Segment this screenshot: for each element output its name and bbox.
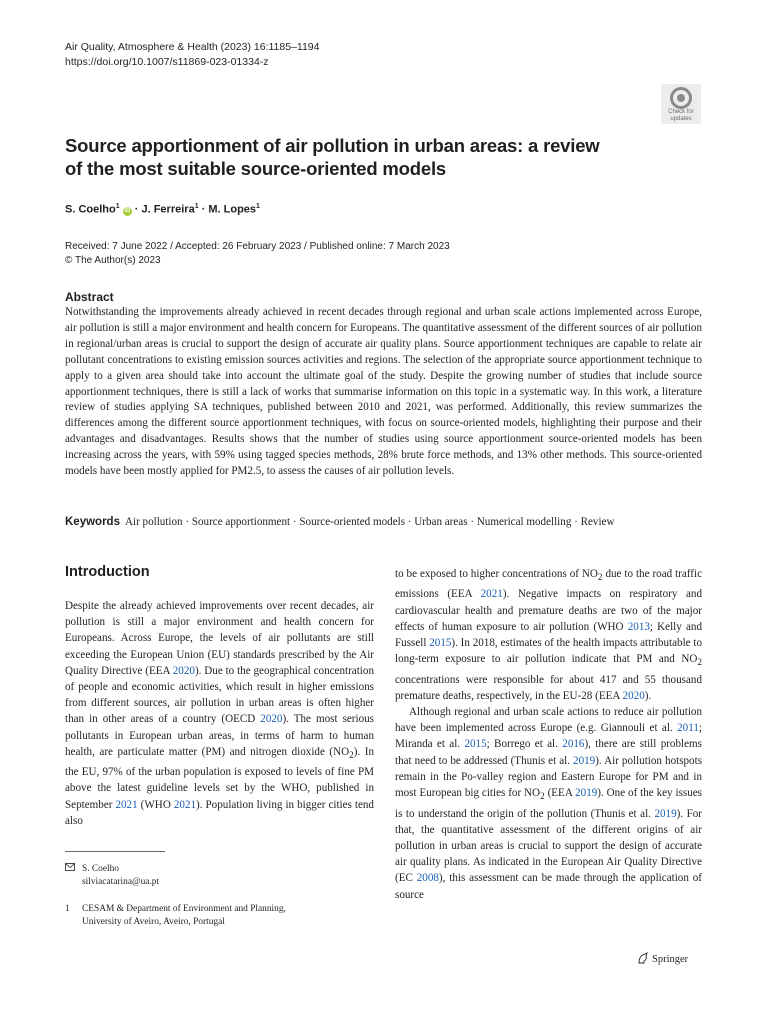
publisher-name: Springer [652, 954, 689, 965]
citation-link[interactable]: 2019 [575, 787, 598, 800]
keywords [65, 516, 705, 528]
body-text: ). In the EU, 97% of the urban population is exposed to levels of fine PM above the latest guideline levels set by the WHO, published in September [65, 745, 374, 811]
corresponding-author [65, 863, 365, 889]
body-text: ). Air pollution hotspots remain in the Po-valley region and Eastern Europe for PM and in most European big cities for NO [395, 754, 703, 800]
citation-link[interactable]: 2016 [562, 738, 585, 751]
subscript: 2 [697, 658, 702, 669]
body-column-left [65, 598, 374, 829]
citation-link[interactable]: 2015 [429, 637, 452, 650]
body-text: ). One of the key issues is to understand the origin of the pollution (Thunis et al. [395, 787, 702, 820]
body-text: ). In 2018, estimates of the health impacts attributable to long-term exposure to air pollution indicate that PM and NO [395, 637, 702, 666]
body-text: ). Negative impacts on respiratory and cardiovascular health and premature deaths are two of the major effects of human exposure to air pollution (WHO [395, 588, 702, 633]
affiliation-line: CESAM & Department of Environment and Planning, [82, 904, 286, 914]
section-heading: Introduction [65, 564, 150, 580]
affiliation-mark: 1 [256, 203, 260, 210]
citation-link[interactable]: 2019 [654, 807, 677, 820]
date-history: Received: 7 June 2022 / Accepted: 26 February 2023 / Published online: 7 March 2023 [65, 241, 450, 252]
article-title [65, 134, 665, 180]
citation-link[interactable]: 2020 [172, 664, 195, 677]
body-text: ). For that, the quantitative assessment of the different origins of air pollution in urban areas is crucial to support the design of accurate air quality plans. As indicated in the European Air Quality Directive (EC [395, 807, 703, 885]
citation-link[interactable]: 2021 [173, 798, 197, 811]
subscript: 2 [349, 751, 354, 762]
citation-link[interactable]: 2011 [677, 722, 699, 735]
affiliation-number: 1 [65, 904, 70, 914]
body-text: ). Population living in bigger cities tend also [65, 798, 374, 827]
corresponding-name: S. Coelho [82, 864, 119, 874]
author-name[interactable]: S. Coelho [65, 203, 116, 216]
body-text: ), there are still problems that need to be addressed (Thunis et al. [395, 738, 702, 767]
title-line2: of the most suitable source-oriented models [65, 158, 446, 179]
paragraph [395, 704, 702, 903]
subscript: 2 [540, 792, 545, 803]
check-for-updates-badge[interactable] [661, 84, 701, 124]
title-line1: Source apportionment of air pollution in urban areas: a review [65, 135, 600, 156]
affiliation-line: University of Aveiro, Aveiro, Portugal [82, 917, 225, 927]
paragraph [395, 566, 702, 704]
body-text: Despite the already achieved improvements over recent decades, air pollution is still a major environment and health concern for Europeans. Across Europe, the levels of air pollutants are still exceeding the European Union (EU) standards prescribed by the Air Quality Directive (EEA [65, 600, 374, 677]
body-text: ), this assessment can be made through the application of source [395, 872, 702, 901]
citation-link[interactable]: 2020 [260, 713, 283, 726]
keywords-label: Keywords [65, 516, 120, 528]
publication-dates [65, 240, 450, 268]
body-text: Although regional and urban scale actions to reduce air pollution have been implemented across Europe (e.g. Giannouli et al. [395, 706, 702, 735]
affiliation [65, 903, 365, 929]
badge-line2: updates [670, 116, 692, 122]
body-text: (WHO [137, 798, 174, 811]
author-list: S. Coelho$^1$ iD · J. Ferreira$^1$ · M. Lopes$^1$ [65, 203, 260, 216]
publisher-logo [637, 952, 688, 965]
citation-link[interactable]: 2015 [464, 738, 487, 751]
journal-header [65, 40, 320, 70]
citation-link[interactable]: 2020 [622, 689, 645, 702]
orcid-icon[interactable]: iD [124, 207, 131, 214]
abstract-text: Notwithstanding the improvements already achieved in recent decades through regional and urban scale actions implemented across Europe, air pollution is still a major environment and health concern for Europeans. The quantitative assessment of the different sources of air pollution in regional/urban areas is crucial to support the design of accurate air quality plans. Source apportionment techniques are capable to relate air pollutant concentrations to existing emission sources activities and regions. The selection of the appropriate source apportionment technique to apply to a given area should take into account the ultimate goal of the study. Despite the growing number of studies that include source apportionment techniques, there is still a lack of works that summarise information on this topic in a systematic way. In this work, a literature review of studies applying SA techniques, published between 2010 and 2021, was performed. Additionally, this review summarizes the differences among the different source apportionment techniques, with focus on source-oriented models, highlighting their purpose and their advantages and disadvantages. Results shows that the number of studies using source apportionment source-oriented models has been increasing across the years, with 59% using tagged species methods, 28% brute force methods, and 13% other methods. This source-oriented models have been mostly applied for PM2.5, to assess the causes of air pollution levels. [65, 306, 702, 478]
citation-link[interactable]: 2019 [573, 754, 596, 767]
copyright: © The Author(s) 2023 [65, 255, 161, 266]
affiliation-mark: 1 [194, 203, 199, 210]
citation-link[interactable]: 2021 [115, 798, 138, 811]
doi-link[interactable]: https://doi.org/10.1007/s11869-023-01334-z [65, 56, 269, 68]
email-link[interactable]: silviacatarina@ua.pt [82, 877, 160, 887]
abstract-heading: Abstract [65, 290, 114, 304]
keywords-list: Air pollution · Source apportionment · Source-oriented models · Urban areas · Numerical modelling · Review [124, 516, 615, 528]
footnote-divider [65, 851, 165, 852]
subscript: 2 [597, 573, 603, 584]
body-text: ). Due to the geographical concentration of people and economic activities, which result in higher emissions from different sources, air pollution in urban areas is often higher than in other areas of a country (OECD [65, 664, 374, 726]
check-updates-icon [670, 87, 692, 109]
badge-line1: Check for [668, 109, 694, 115]
body-text: ). [644, 689, 652, 702]
body-column-right [395, 566, 702, 903]
citation-link[interactable]: 2008 [416, 872, 439, 885]
body-text: ; Borrego et al. [486, 738, 563, 751]
body-text: ; Miranda et al. [395, 722, 702, 751]
body-text: concentrations were responsible for about 417 and 55 thousand premature deaths, respectively, in the EU-28 (EEA [395, 673, 702, 702]
affiliation-mark: 1 [115, 203, 120, 210]
body-text: ). The most serious pollutants in European urban areas, in terms of harm to human health, are particulate matter (PM) and nitrogen dioxide (NO [65, 713, 374, 758]
envelope-icon [65, 863, 82, 876]
body-text: due to the road traffic emissions (EEA [395, 568, 702, 601]
journal-citation: Air Quality, Atmosphere & Health (2023) 16:1185–1194 [65, 41, 320, 53]
springer-horse-icon [637, 952, 649, 964]
author-name[interactable]: J. Ferreira [141, 203, 195, 216]
body-text: to be exposed to higher concentrations of NO [395, 568, 598, 580]
citation-link[interactable]: 2013 [627, 620, 650, 633]
body-text: ; Kelly and Fussell [395, 620, 702, 650]
body-text: (EEA [544, 787, 576, 800]
author-name[interactable]: M. Lopes [208, 203, 257, 216]
citation-link[interactable]: 2021 [480, 588, 503, 601]
